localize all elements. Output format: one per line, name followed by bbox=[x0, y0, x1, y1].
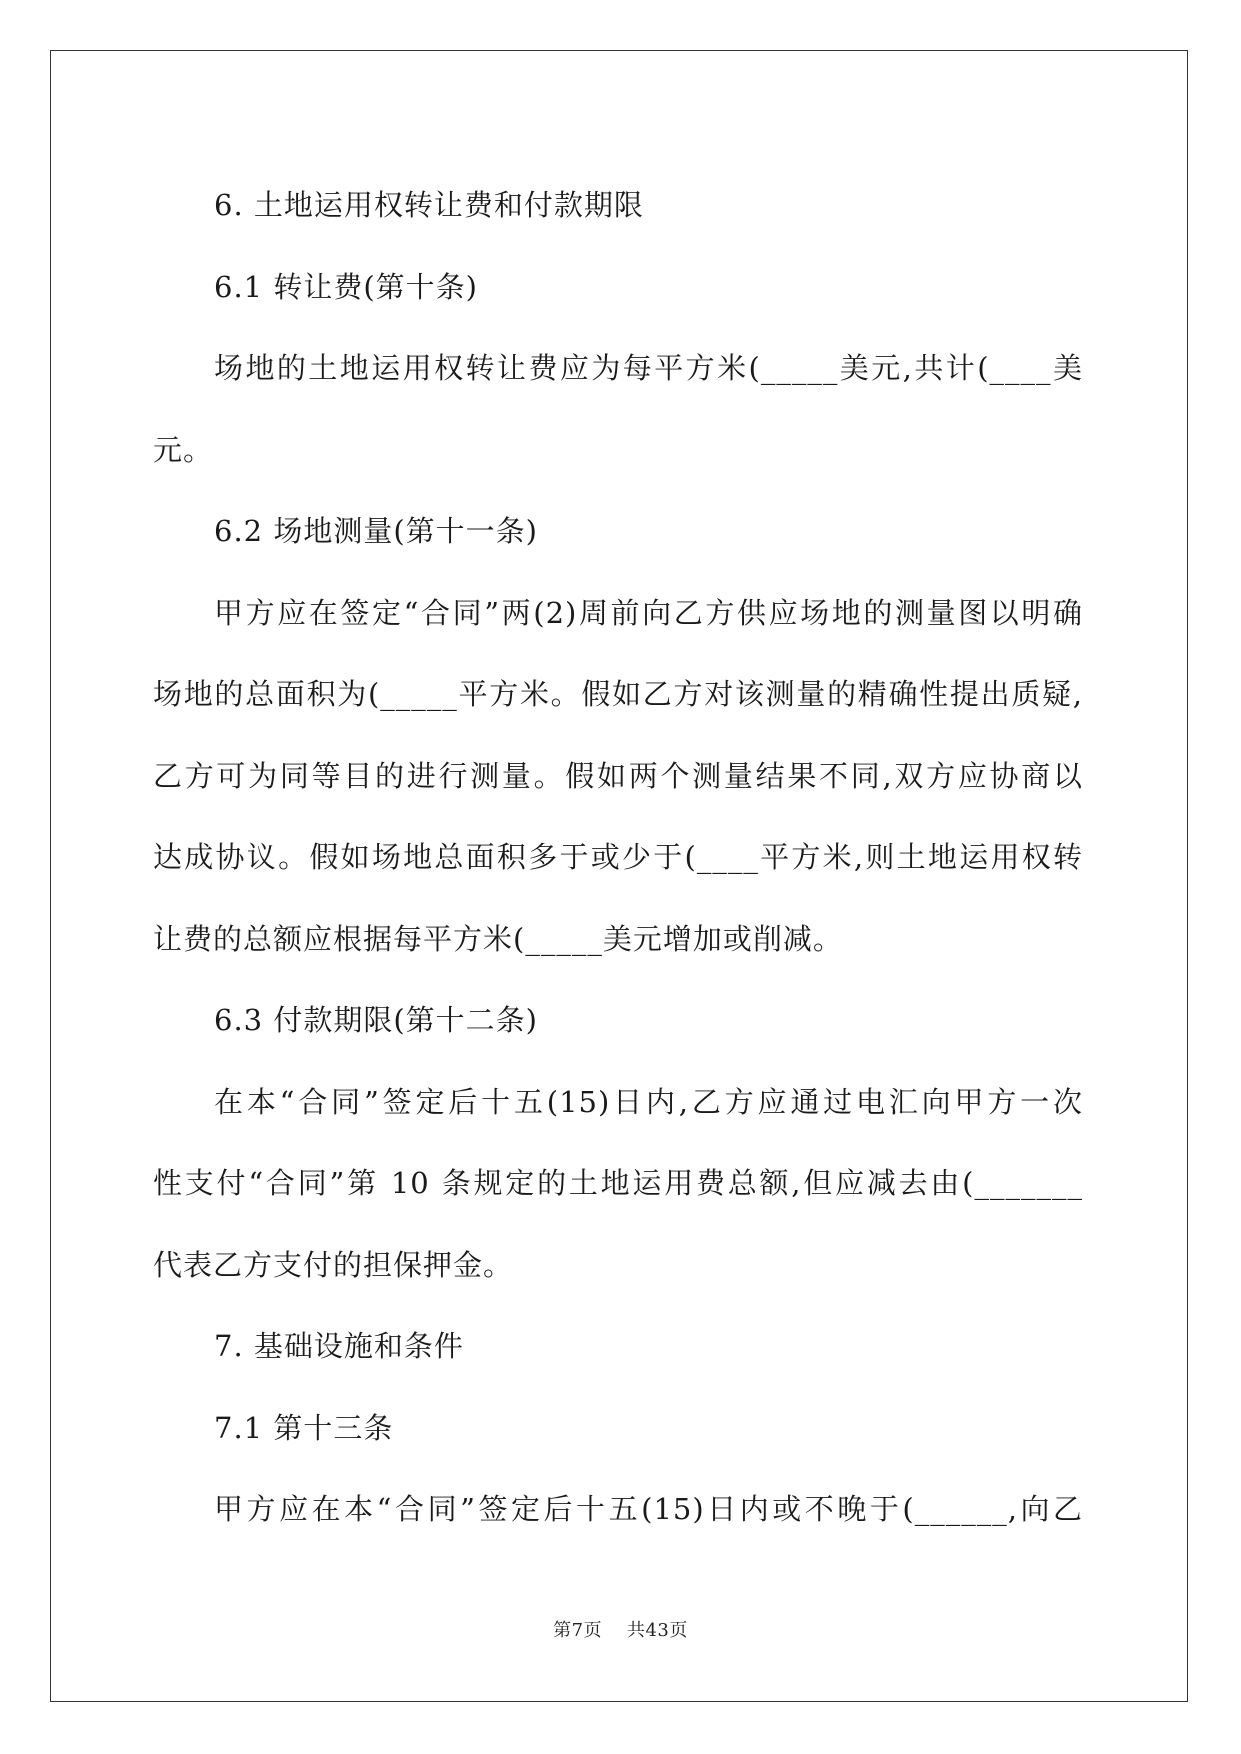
footer-page-number: 7 bbox=[571, 1620, 584, 1641]
document-body bbox=[153, 165, 1083, 1551]
footer-page-suffix: 页 bbox=[583, 1620, 603, 1641]
page-footer bbox=[0, 1616, 1241, 1642]
subsection-heading-6-2: 6.2 场地测量(第十一条) bbox=[214, 514, 538, 548]
paragraph-line: 达成协议。假如场地总面积多于或少于(____平方米,则土地运用权转 bbox=[153, 840, 1083, 874]
subsection-heading-7-1: 7.1 第十三条 bbox=[214, 1410, 394, 1445]
paragraph-line: 在本“合同”签定后十五(15)日内,乙方应通过电汇向甲方一次 bbox=[214, 1084, 1083, 1119]
paragraph-line: 场地的总面积为(_____平方米。假如乙方对该测量的精确性提出质疑, bbox=[153, 677, 1083, 711]
paragraph-line: 让费的总额应根据每平方米(_____美元增加或削减。 bbox=[153, 921, 843, 956]
paragraph-line: 场地的土地运用权转让费应为每平方米(_____美元,共计(____美 bbox=[214, 351, 1083, 385]
footer-total-suffix: 页 bbox=[669, 1620, 688, 1641]
paragraph-line: 性支付“合同”第 10 条规定的土地运用费总额,但应减去由(_______ bbox=[153, 1166, 1083, 1200]
subsection-heading-6-3: 6.3 付款期限(第十二条) bbox=[214, 1003, 538, 1037]
paragraph-line: 甲方应在签定“合同”两(2)周前向乙方供应场地的测量图以明确 bbox=[214, 595, 1083, 630]
footer-total-prefix: 共 bbox=[626, 1620, 646, 1641]
paragraph-line: 元。 bbox=[153, 432, 214, 467]
paragraph-line: 代表乙方支付的担保押金。 bbox=[153, 1247, 514, 1282]
section-heading-7: 7. 基础设施和条件 bbox=[214, 1329, 464, 1363]
section-heading-6: 6. 土地运用权转让费和付款期限 bbox=[214, 188, 644, 222]
footer-page-prefix: 第 bbox=[553, 1620, 572, 1641]
paragraph-line: 甲方应在本“合同”签定后十五(15)日内或不晚于(______,向乙 bbox=[214, 1492, 1083, 1526]
footer-total-pages: 43 bbox=[645, 1620, 670, 1641]
subsection-heading-6-1: 6.1 转让费(第十条) bbox=[214, 269, 478, 304]
paragraph-line: 乙方可为同等目的进行测量。假如两个测量结果不同,双方应协商以 bbox=[153, 758, 1083, 793]
